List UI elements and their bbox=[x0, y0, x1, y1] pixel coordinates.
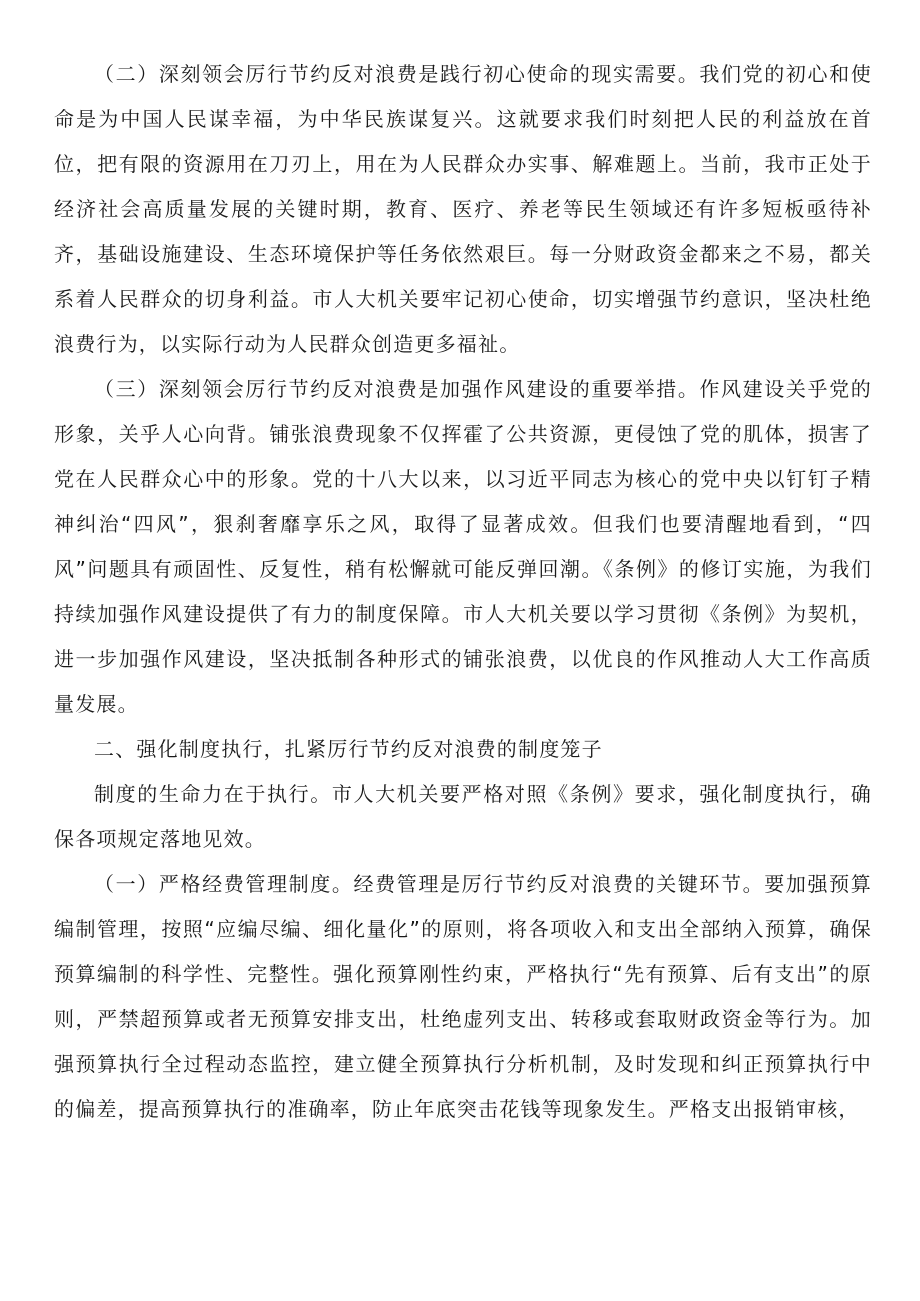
paragraph-system-execution: 制度的生命力在于执行。市人大机关要严格对照《条例》要求，强化制度执行，确保各项规定落地见效。 bbox=[54, 782, 872, 851]
paragraph-two-initial-mission: （二）深刻领会厉行节约反对浪费是践行初心使命的现实需要。我们党的初心和使命是为中国人民谋幸福，为中华民族谋复兴。这就要求我们时刻把人民的利益放在首位，把有限的资源用在刀刃上，用在为人民群众办实事、解难题上。当前，我市正处于经济社会高质量发展的关键时期，教育、医疗、养老等民生领域还有许多短板亟待补齐，基础设施建设、生态环境保护等任务依然艰巨。每一分财政资金都来之不易，都关系着人民群众的切身利益。市人大机关要牢记初心使命，切实增强节约意识，坚决杜绝浪费行为，以实际行动为人民群众创造更多福祉。 bbox=[54, 62, 872, 356]
section-heading-two: 二、强化制度执行，扎紧厉行节约反对浪费的制度笼子 bbox=[94, 737, 603, 761]
paragraph-three-work-style: （三）深刻领会厉行节约反对浪费是加强作风建设的重要举措。作风建设关乎党的形象，关乎人心向背。铺张浪费现象不仅挥霍了公共资源，更侵蚀了党的肌体，损害了党在人民群众心中的形象。党的十八大以来，以习近平同志为核心的党中央以钉钉子精神纠治“四风”，狠刹奢靡享乐之风，取得了显著成效。但我们也要清醒地看到，“四风”问题具有顽固性、反复性，稍有松懈就可能反弹回潮。《条例》的修订实施，为我们持续加强作风建设提供了有力的制度保障。市人大机关要以学习贯彻《条例》为契机，进一步加强作风建设，坚决抵制各种形式的铺张浪费，以优良的作风推动人大工作高质量发展。 bbox=[54, 377, 872, 716]
paragraph-one-funding-management: （一）严格经费管理制度。经费管理是厉行节约反对浪费的关键环节。要加强预算编制管理，按照“应编尽编、细化量化”的原则，将各项收入和支出全部纳入预算，确保预算编制的科学性、完整性。强化预算刚性约束，严格执行“先有预算、后有支出”的原则，严禁超预算或者无预算安排支出，杜绝虚列支出、转移或套取财政资金等行为。加强预算执行全过程动态监控，建立健全预算执行分析机制，及时发现和纠正预算执行中的偏差，提高预算执行的准确率，防止年底突击花钱等现象发生。严格支出报销审核， bbox=[54, 872, 872, 1121]
document-body bbox=[54, 52, 872, 1132]
